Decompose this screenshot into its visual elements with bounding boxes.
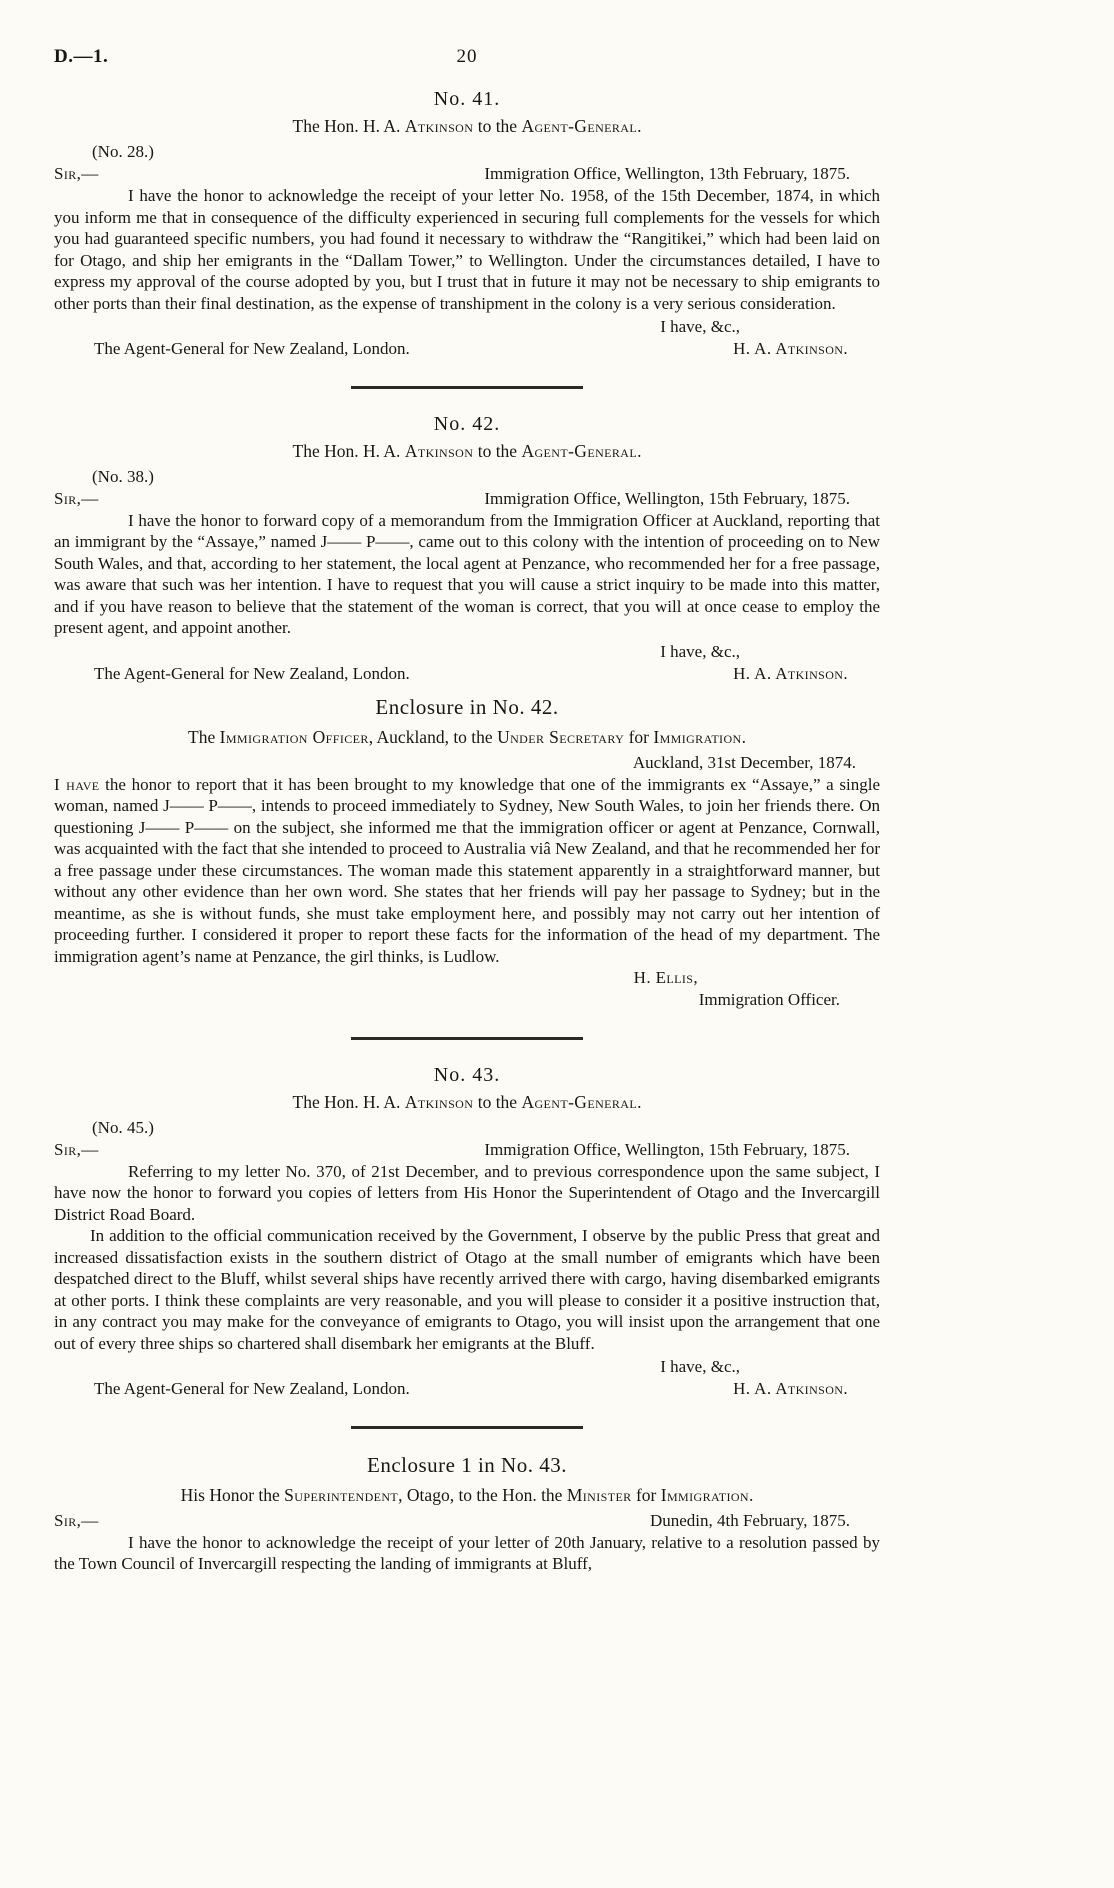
parties-text: The Hon. H. A. [292,1091,405,1112]
enclosure-42-parties [54,727,880,748]
letter-43-body-paragraph-1: Referring to my letter No. 370, of 21st December, and to previous correspondence upon the same subject, I have now the honor to forward you copies of letters from His Honor the Superintendent of Otago and the Invercargill District Road Board. [54,1161,880,1224]
letter-43-valediction: I have, &c., [660,1357,740,1376]
letter-43-body-paragraph-2: In addition to the official communication received by the Government, I observe by the public Press that great and increased dissatisfaction exists in the southern district of Otago at the small number of emigrants which have been despatched direct to the Bluff, whilst several ships have recently arrived there with cargo, having disembarked emigrants at other ports. I think these complaints are very reasonable, and you will please to consider it a positive instruction that, in any contract you may make for the conveyance of emigrants to Otago, you will insist upon the arrangement that one out of every three ships so chartered shall disembark her emigrants at the Bluff. [54,1226,880,1353]
letter-42-addressee: The Agent-General for New Zealand, London. [94,663,410,683]
enclosure-42-signature-title: Immigration Officer. [698,990,840,1009]
letter-41-dateline: Immigration Office, Wellington, 13th February, 1875. [484,164,850,183]
parties-text: . [637,1091,642,1112]
parties-recipient: Agent-General [521,440,638,461]
salutation: Sir,— [54,164,99,183]
parties-recipient: Agent-General [521,116,638,136]
parties-text: to the [473,440,522,461]
parties-sender: Atkinson [404,116,474,136]
enclosure-43-body: I have the honor to acknowledge the receipt of your letter of 20th January, relative to a resolution passed by the Town Council of Invercargill respecting the landing of immigrants at Bluff, [54,1532,880,1573]
letter-43-signature: H. A. Atkinson. [733,1379,848,1398]
document-reference: D.—1. [54,46,109,67]
letter-42-signature: H. A. Atkinson. [733,663,848,683]
parties-recipient-dept: Immigration [653,726,742,747]
page-number: 20 [456,46,478,67]
letter-41-valediction: I have, &c., [660,317,740,336]
letter-43-salutation-row [54,1139,880,1161]
letter-41 [54,88,880,360]
parties-text: His Honor the [180,1484,285,1505]
parties-text: The Hon. H. A. [292,116,405,136]
parties-recipient: Minister [566,1484,632,1505]
letter-41-ref: (No. 28.) [92,142,154,161]
section-divider [351,1037,583,1040]
letter-42-body: I have the honor to forward copy of a memorandum from the Immigration Officer at Auckland, reporting that an immigrant by the “Assaye,” named J—— P——, came out to this colony with the intention of proceeding on to New South Wales, and that, according to her statement, the local agent at Penzance, who recommended her for a free passage, was aware that such was her intention. I have to request that you will cause a strict inquiry to be made into this matter, and if you have reason to believe that the statement of the woman is correct, that you will at once cease to employ the present agent, and appoint another. [54,510,880,637]
letter-42-valediction: I have, &c., [660,641,740,661]
letter-41-salutation-row [54,163,880,185]
page-header [54,46,880,72]
parties-text: for [631,1484,661,1505]
salutation: Sir,— [54,1510,99,1530]
letter-41-signature-row [54,338,880,360]
enclosure-42-number: Enclosure in No. 42. [375,694,559,719]
parties-recipient: Agent-General [521,1091,638,1112]
body-lead: I have [54,774,100,794]
letter-42-ref: (No. 38.) [92,466,154,486]
letter-41-signature: H. A. Atkinson. [733,339,848,358]
parties-sender: Atkinson [404,440,474,461]
letter-42-dateline: Immigration Office, Wellington, 15th February, 1875. [484,488,850,508]
parties-text: for [624,726,654,747]
parties-text: . [741,726,746,747]
section-divider [351,386,583,389]
parties-text: to the [473,1091,522,1112]
enclosure-42-signature-name: H. Ellis, [633,968,698,987]
letter-43 [54,1064,880,1401]
letter-43-ref: (No. 45.) [92,1117,154,1137]
letter-43-addressee: The Agent-General for New Zealand, London. [94,1379,410,1398]
parties-text: , Auckland, to the [368,726,498,747]
parties-sender: Atkinson [404,1091,474,1112]
page-content [54,46,880,1575]
letter-43-dateline: Immigration Office, Wellington, 15th February, 1875. [484,1139,850,1159]
letter-42-salutation-row [54,488,880,510]
enclosure-42-dateline: Auckland, 31st December, 1874. [632,752,856,772]
enclosure-43-salutation-row [54,1510,880,1532]
enclosure-in-42 [54,695,880,1012]
letter-42-number: No. 42. [433,412,501,435]
parties-text: The [188,726,220,747]
letter-43-number: No. 43. [433,1063,501,1086]
enclosure-43-number: Enclosure 1 in No. 43. [367,1452,567,1477]
letter-41-parties [54,116,880,137]
parties-text: to the [473,116,522,136]
parties-recipient: Under Secretary [497,726,625,747]
letter-43-parties [54,1092,880,1113]
parties-text: . [637,116,642,136]
body-rest: the honor to report that it has been brought to my knowledge that one of the immigrants ex “Assaye,” a single woman, named J—— P——, intends to proceed immediately to Sydney, New South Wales, to join her friends there. On questioning J—— P—— on the subject, she informed me that the immigration officer or agent at Penzance, Cornwall, was acquainted with the fact that she intended to proceed to Australia viâ New Zealand, and that he recommended her for a free passage under these circumstances. The woman made this statement apparently in a straightforward manner, but without any other evidence than her own word. She states that her friends will pay her passage to Sydney; but in the meantime, as she is without funds, she must take employment here, and possibly may not carry out her intention of proceeding further. I considered it proper to report these facts for the information of the head of my department. The immigration agent’s name at Penzance, the girl thinks, is Ludlow. [54,774,880,966]
parties-text: . [748,1484,754,1505]
enclosure-1-in-43 [54,1453,880,1575]
parties-text: , Otago, to the Hon. the [398,1484,567,1505]
letter-42 [54,413,880,685]
parties-text: The Hon. H. A. [292,440,405,461]
parties-text: . [637,440,642,461]
letter-42-signature-row [54,663,880,685]
letter-43-signature-row [54,1378,880,1400]
salutation: Sir,— [54,488,99,508]
letter-41-body: I have the honor to acknowledge the receipt of your letter No. 1958, of the 15th December, 1874, in which you inform me that in consequence of the difficulty experienced in securing full complements for the vessels for which you had guaranteed specific numbers, you had found it necessary to withdraw the “Rangitikei,” which had been laid on for Otago, and ship her emigrants in the “Dallam Tower,” to Wellington. Under the circumstances detailed, I have to express my approval of the course adopted by you, but I trust that in future it may not be necessary to ship emigrants to other ports than their final destination, as the expense of transhipment in the colony is a very serious consideration. [54,186,880,313]
parties-recipient-dept: Immigration [660,1484,749,1505]
enclosure-42-body [54,774,880,968]
letter-41-addressee: The Agent-General for New Zealand, London. [94,339,410,358]
section-divider [351,1426,583,1429]
letter-41-number: No. 41. [433,88,501,110]
parties-sender: Superintendent [284,1484,399,1505]
enclosure-43-parties [54,1485,880,1506]
enclosure-43-dateline: Dunedin, 4th February, 1875. [649,1510,850,1530]
parties-sender: Immigration Officer [219,726,369,747]
letter-42-parties [54,441,880,462]
salutation: Sir,— [54,1139,99,1159]
